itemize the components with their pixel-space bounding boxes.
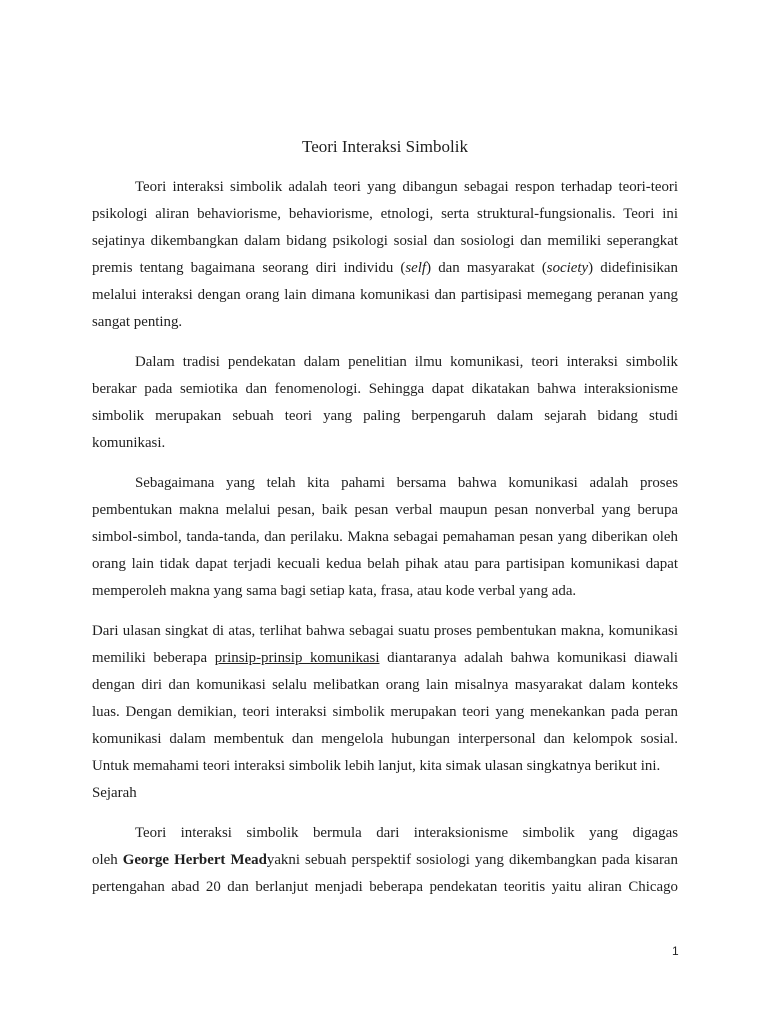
paragraph-5 (92, 820, 678, 901)
document-body (92, 134, 678, 914)
emphasis-self: self (405, 259, 427, 276)
paragraph-line: komunikasi dalam membentuk dan mengelola hubungan interpersonal dan kelompok sosial. (92, 730, 678, 747)
paragraph-2 (92, 349, 678, 457)
line-text: yakni sebuah perspektif sosiologi yang dikembangkan pada kisaran (266, 851, 678, 868)
paragraph-line: komunikasi. (92, 434, 166, 451)
paragraph-3 (92, 470, 678, 605)
paragraph-line: simbolik merupakan sebuah teori yang paling berpengaruh dalam sejarah bidang studi (92, 407, 678, 424)
paragraph-line: sangat penting. (92, 313, 183, 330)
section-heading-sejarah: Sejarah (92, 784, 137, 801)
paragraph-line: pertengahan abad 20 dan berlanjut menjadi beberapa pendekatan teoritis yaitu aliran Chicago (92, 878, 678, 895)
paragraph-line: Teori interaksi simbolik bermula dari interaksionisme simbolik yang digagas (135, 824, 678, 841)
paragraph-line (92, 847, 678, 874)
link-prinsip-prinsip-komunikasi[interactable]: prinsip-prinsip komunikasi (214, 650, 380, 666)
paragraph-line: Dalam tradisi pendekatan dalam penelitian ilmu komunikasi, teori interaksi simbolik (135, 353, 678, 370)
paragraph-line: berakar pada semiotika dan fenomenologi. Sehingga dapat dikatakan bahwa interaksionisme (92, 380, 678, 397)
line-text: premis tentang bagaimana seorang diri individu ( (92, 259, 406, 276)
paragraph-line: simbol-simbol, tanda-tanda, dan perilaku. Makna sebagai pemahaman pesan yang diberikan oleh (92, 528, 678, 545)
paragraph-line: dengan diri dan komunikasi selalu melibatkan orang lain misalnya masyarakat dalam konteks (92, 676, 678, 693)
paragraph-line: Teori interaksi simbolik adalah teori yang dibangun sebagai respon terhadap teori-teori (135, 179, 678, 195)
paragraph-line: Sebagaimana yang telah kita pahami bersama bahwa komunikasi adalah proses (135, 475, 678, 492)
paragraph-line: psikologi aliran behaviorisme, behaviorisme, etnologi, serta struktural-fungsionalis. Teori ini (92, 205, 678, 222)
page-number: 1 (672, 944, 679, 958)
line-text: ) didefinisikan (588, 259, 678, 276)
paragraph-line: luas. Dengan demikian, teori interaksi simbolik merupakan teori yang menekankan pada peran (92, 703, 678, 720)
bold-name-george-herbert-mead: George Herbert Mead (122, 851, 267, 868)
paragraph-line: Dari ulasan singkat di atas, terlihat bahwa sebagai suatu proses pembentukan makna, komunikasi (92, 623, 678, 640)
paragraph-line: orang lain tidak dapat terjadi kecuali kedua belah pihak atau para partisipan komunikasi dapat (92, 555, 678, 572)
line-text: memiliki beberapa (92, 650, 215, 666)
paragraph-1 (92, 174, 678, 335)
emphasis-society: society (546, 259, 589, 276)
paragraph-line: pembentukan makna melalui pesan, baik pesan verbal maupun pesan nonverbal yang berupa (92, 501, 678, 518)
paragraph-line (92, 645, 678, 672)
paragraph-line: melalui interaksi dengan orang lain dimana komunikasi dan partisipasi memegang peranan yang (92, 286, 678, 303)
line-text: ) dan masyarakat ( (426, 259, 547, 276)
paragraph-line (92, 255, 678, 282)
document-title: Teori Interaksi Simbolik (302, 137, 468, 156)
paragraph-4 (92, 618, 678, 779)
line-text: diantaranya adalah bahwa komunikasi diawali (379, 650, 678, 666)
paragraph-line: sejatinya dikembangkan dalam bidang psikologi sosial dan sosiologi dan memiliki seperangkat (92, 232, 678, 249)
line-text: oleh (92, 851, 123, 868)
paragraph-line: Untuk memahami teori interaksi simbolik lebih lanjut, kita simak ulasan singkatnya berikut ini. (92, 757, 661, 774)
paragraph-line: memperoleh makna yang sama bagi setiap kata, frasa, atau kode verbal yang ada. (92, 582, 577, 599)
